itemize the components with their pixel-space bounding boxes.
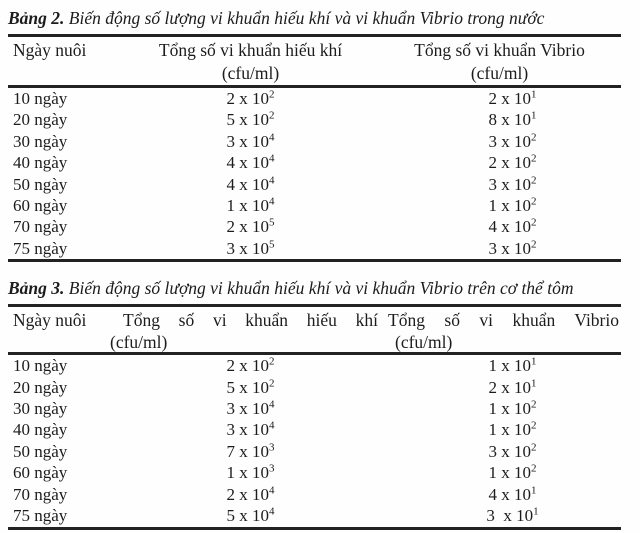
table-row	[8, 152, 621, 173]
day-cell	[8, 195, 123, 216]
value-exponent: 2	[531, 441, 537, 454]
day-label: 70 ngày	[13, 484, 68, 504]
value-exponent: 2	[269, 88, 275, 101]
table-row	[8, 377, 621, 398]
value-base: 3 x 10	[486, 506, 534, 526]
value-exponent: 4	[269, 419, 275, 432]
value-exponent: 2	[531, 216, 537, 229]
table-3-header-empty	[8, 332, 123, 354]
aerobic-count-cell	[123, 152, 378, 173]
value-base: 3 x 10	[488, 441, 531, 461]
value-exponent: 4	[269, 398, 275, 411]
day-cell	[8, 87, 123, 110]
value-base: 1 x 10	[488, 463, 531, 483]
value-base: 1 x 10	[488, 356, 531, 376]
vibrio-count-cell	[378, 484, 621, 505]
table-2-header-vibrio-unit: (cfu/ml)	[470, 63, 529, 83]
table2-caption-label: Bảng 2.	[8, 8, 65, 28]
table-row	[8, 87, 621, 110]
value-exponent: 5	[269, 216, 275, 229]
value-exponent: 2	[531, 195, 537, 208]
value-base: 2 x 10	[488, 377, 531, 397]
vibrio-count-cell	[378, 354, 621, 377]
vibrio-count-cell	[378, 441, 621, 462]
value-base: 2 x 10	[488, 89, 531, 108]
unit-label: (cfu/ml)	[395, 332, 453, 353]
table-row	[8, 505, 621, 528]
aerobic-count-cell	[123, 419, 378, 440]
day-label: 50 ngày	[13, 441, 68, 461]
value-base: 2 x 10	[488, 153, 531, 173]
value-exponent: 2	[269, 109, 275, 122]
day-label: 75 ngày	[13, 238, 68, 258]
table3-caption	[8, 276, 621, 301]
value-exponent: 1	[531, 109, 537, 122]
value-base: 3 x 10	[226, 238, 269, 258]
value-exponent: 2	[531, 238, 537, 251]
value-exponent: 2	[531, 462, 537, 475]
table-row	[8, 462, 621, 483]
value-base: 2 x 10	[226, 89, 269, 108]
day-label: 60 ngày	[13, 463, 68, 483]
table-row	[8, 484, 621, 505]
day-cell	[8, 131, 123, 152]
vibrio-count-cell	[378, 462, 621, 483]
aerobic-count-cell	[123, 195, 378, 216]
value-exponent: 4	[269, 173, 275, 186]
value-base: 5 x 10	[226, 377, 269, 397]
day-cell	[8, 109, 123, 130]
table-row	[8, 216, 621, 237]
table3-caption-label: Bảng 3.	[8, 278, 65, 299]
day-cell	[8, 441, 123, 462]
day-cell	[8, 377, 123, 398]
table-row	[8, 109, 621, 130]
table-3-header-vibrio-unit	[378, 332, 621, 354]
value-base: 4 x 10	[226, 174, 269, 194]
aerobic-count-cell	[123, 505, 378, 528]
value-base: 7 x 10	[226, 441, 269, 461]
aerobic-count-cell	[123, 377, 378, 398]
table-row	[8, 195, 621, 216]
table-row	[8, 419, 621, 440]
day-label: 10 ngày	[13, 356, 68, 376]
day-label: 70 ngày	[13, 217, 68, 237]
vibrio-count-cell	[378, 216, 621, 237]
value-base: 2 x 10	[226, 217, 269, 237]
table-2-header-empty	[8, 62, 123, 87]
value-base: 2 x 10	[226, 356, 269, 376]
aerobic-count-cell	[123, 238, 378, 261]
value-base: 3 x 10	[226, 420, 269, 440]
table-2	[8, 34, 621, 262]
unit-label: (cfu/ml)	[110, 332, 168, 353]
day-cell	[8, 152, 123, 173]
day-label: 10 ngày	[13, 89, 68, 108]
value-exponent: 1	[533, 505, 539, 518]
table-3	[8, 304, 621, 529]
table-3-header-day: Ngày nuôi	[13, 310, 87, 331]
value-exponent: 2	[531, 152, 537, 165]
vibrio-count-cell	[378, 131, 621, 152]
table2-caption-text: Biến động số lượng vi khuẩn hiếu khí và vi khuẩn Vibrio trong nước	[68, 8, 545, 28]
table-2-header-vibrio: Tổng số vi khuẩn Vibrio	[414, 40, 585, 60]
value-base: 4 x 10	[488, 484, 531, 504]
value-base: 4 x 10	[488, 217, 531, 237]
table3-caption-text: Biến động số lượng vi khuẩn hiếu khí và vi khuẩn Vibrio trên cơ thể tôm	[68, 278, 574, 299]
value-base: 4 x 10	[226, 153, 269, 173]
aerobic-count-cell	[123, 462, 378, 483]
aerobic-count-cell	[123, 354, 378, 377]
value-exponent: 2	[531, 173, 537, 186]
vibrio-count-cell	[378, 505, 621, 528]
vibrio-count-cell	[378, 174, 621, 195]
day-label: 40 ngày	[13, 420, 68, 440]
table-2-header-aerobic-unit: (cfu/ml)	[221, 63, 280, 83]
day-cell	[8, 398, 123, 419]
table-3-header-row-1	[8, 306, 621, 333]
value-exponent: 4	[269, 131, 275, 144]
day-cell	[8, 419, 123, 440]
table-row	[8, 238, 621, 261]
value-base: 1 x 10	[488, 196, 531, 216]
value-exponent: 4	[269, 505, 275, 518]
vibrio-count-cell	[378, 419, 621, 440]
vibrio-count-cell	[378, 398, 621, 419]
value-exponent: 5	[269, 238, 275, 251]
day-label: 30 ngày	[13, 131, 68, 151]
value-exponent: 1	[531, 377, 537, 389]
day-cell	[8, 505, 123, 528]
value-base: 5 x 10	[226, 506, 269, 526]
table-2-body	[8, 87, 621, 261]
table-3-header	[8, 306, 621, 354]
value-base: 1 x 10	[488, 399, 531, 419]
aerobic-count-cell	[123, 398, 378, 419]
value-base: 1 x 10	[226, 463, 269, 483]
vibrio-count-cell	[378, 152, 621, 173]
value-exponent: 2	[269, 355, 275, 368]
table-3-header-row-2	[8, 332, 621, 354]
value-exponent: 1	[531, 355, 537, 368]
day-cell	[8, 484, 123, 505]
value-base: 3 x 10	[226, 399, 269, 419]
table-row	[8, 441, 621, 462]
table-2-header	[8, 36, 621, 87]
aerobic-count-cell	[123, 87, 378, 110]
value-exponent: 2	[531, 131, 537, 144]
vibrio-count-cell	[378, 377, 621, 398]
value-exponent: 3	[269, 441, 275, 454]
aerobic-count-cell	[123, 109, 378, 130]
day-label: 20 ngày	[13, 110, 68, 130]
table-3-header-vibrio: Tổng số vi khuẩn Vibrio	[388, 310, 619, 331]
value-exponent: 2	[269, 377, 275, 389]
value-base: 2 x 10	[226, 484, 269, 504]
value-base: 5 x 10	[226, 110, 269, 130]
day-label: 50 ngày	[13, 174, 68, 194]
table-row	[8, 131, 621, 152]
day-label: 40 ngày	[13, 153, 68, 173]
day-cell	[8, 238, 123, 261]
vibrio-count-cell	[378, 195, 621, 216]
value-exponent: 4	[269, 152, 275, 165]
table-3-header-aerobic: Tổng số vi khuẩn hiếu khí	[123, 310, 378, 331]
day-label: 75 ngày	[13, 506, 68, 526]
aerobic-count-cell	[123, 216, 378, 237]
value-exponent: 2	[531, 419, 537, 432]
table-row	[8, 354, 621, 377]
aerobic-count-cell	[123, 174, 378, 195]
aerobic-count-cell	[123, 441, 378, 462]
value-base: 3 x 10	[488, 131, 531, 151]
table-row	[8, 398, 621, 419]
table-2-header-day: Ngày nuôi	[13, 40, 87, 60]
aerobic-count-cell	[123, 484, 378, 505]
table-2-header-aerobic: Tổng số vi khuẩn hiếu khí	[158, 40, 343, 60]
value-exponent: 1	[531, 88, 537, 101]
vibrio-count-cell	[378, 109, 621, 130]
value-base: 3 x 10	[488, 174, 531, 194]
day-cell	[8, 462, 123, 483]
aerobic-count-cell	[123, 131, 378, 152]
table2-caption	[8, 6, 621, 31]
value-base: 8 x 10	[488, 110, 531, 130]
day-label: 60 ngày	[13, 196, 68, 216]
table-2-header-row-2	[8, 62, 621, 87]
day-cell	[8, 216, 123, 237]
value-exponent: 1	[531, 484, 537, 497]
day-label: 30 ngày	[13, 399, 68, 419]
value-exponent: 3	[269, 462, 275, 475]
value-base: 3 x 10	[488, 238, 531, 258]
vibrio-count-cell	[378, 238, 621, 261]
day-cell	[8, 174, 123, 195]
value-base: 1 x 10	[488, 420, 531, 440]
value-base: 3 x 10	[226, 131, 269, 151]
value-exponent: 2	[531, 398, 537, 411]
day-cell	[8, 354, 123, 377]
value-base: 1 x 10	[226, 196, 269, 216]
vibrio-count-cell	[378, 87, 621, 110]
table-row	[8, 174, 621, 195]
value-exponent: 4	[269, 195, 275, 208]
table-3-header-aerobic-unit	[110, 332, 378, 354]
day-label: 20 ngày	[13, 377, 68, 397]
table-2-header-row-1	[8, 36, 621, 63]
value-exponent: 4	[269, 484, 275, 497]
table-3-body	[8, 354, 621, 528]
